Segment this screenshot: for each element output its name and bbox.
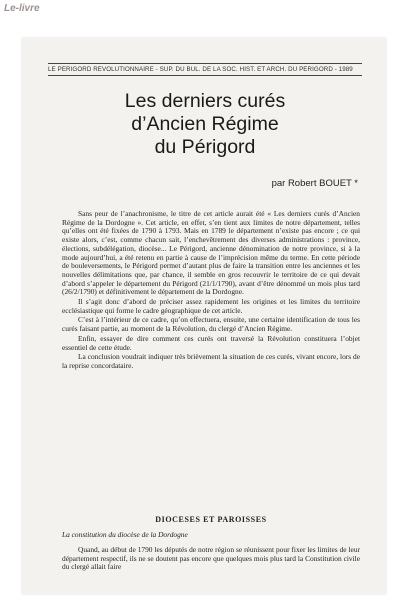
section-body (62, 546, 360, 572)
title-line: du Périgord (154, 136, 256, 158)
article-title (48, 90, 362, 159)
subsection-heading: La constitution du diocèse de la Dordogne (62, 530, 188, 539)
paragraph: C’est à l’intérieur de ce cadre, qu’on effectuera, ensuite, une certaine identification de tous les curés faisant partie, au moment de la Révolution, du clergé d’Ancien Régime. (62, 315, 360, 334)
header-rule-top (48, 63, 362, 64)
paragraph: Il s’agit donc d’abord de préciser assez rapidement les origines et les limites du territoire ecclésiastique qui forme le cadre géographique de cet article. (62, 297, 360, 315)
article-author: par Robert BOUET * (271, 178, 358, 189)
title-line: d’Ancien Régime (131, 113, 279, 135)
header-rule-bottom (48, 75, 362, 76)
document-page (22, 38, 386, 594)
paragraph: Quand, au début de 1790 les députés de notre région se réunissent pour fixer les limites de leur département respectif, ils ne se doutent pas encore que quelques mois plus tard la Constitution civile du clergé allait faire (62, 545, 360, 572)
paragraph: Sans peur de l’anachronisme, le titre de cet article aurait été « Les derniers curés d’Ancien Régime de la Dordogne ». Cet article, en effet, s’en tient aux limites de notre département, telles qu’elles ont été fixées de 1790 à 1793. Mais en 1789 le département n’existe pas encore ; ce qui existe alors, c’est, comme chacun sait, l’enchevêtrement des diverses administrations : province, élections, subdélégation, diocèse... Le Périgord, ancienne dénomination de notre province, si à la mode aujourd’hui, a été retenu en partie à cause de l’imprécision même du terme. En cette période de bouleversements, le Périgord permet d’autant plus de faire la transition entre les anciennes et les nouvelles délimitations que, par chance, il semble en gros recouvrir le territoire de ce qui devait d’abord s’appeler le département du Périgord (21/1/1790), avant d’être dénommé un mois plus tard (26/2/1790) et définitivement le département de la Dordogne. (62, 209, 360, 297)
article-body (62, 210, 360, 372)
watermark-logo: Le-livre (4, 3, 40, 14)
running-head: LE PÉRIGORD RÉVOLUTIONNAIRE - SUP. DU BUL. DE LA SOC. HIST. ET ARCH. DU PÉRIGORD - 1989 (48, 66, 353, 73)
paragraph: La conclusion voudrait indiquer très brièvement la situation de ces curés, vivant encore, lors de la reprise concordataire. (62, 352, 360, 370)
section-heading: DIOCESES ET PAROISSES (155, 515, 267, 524)
paragraph: Enfin, essayer de dire comment ces curés ont traversé la Révolution constituera l’objet essentiel de cette étude. (62, 333, 360, 352)
title-line: Les derniers curés (124, 90, 286, 112)
